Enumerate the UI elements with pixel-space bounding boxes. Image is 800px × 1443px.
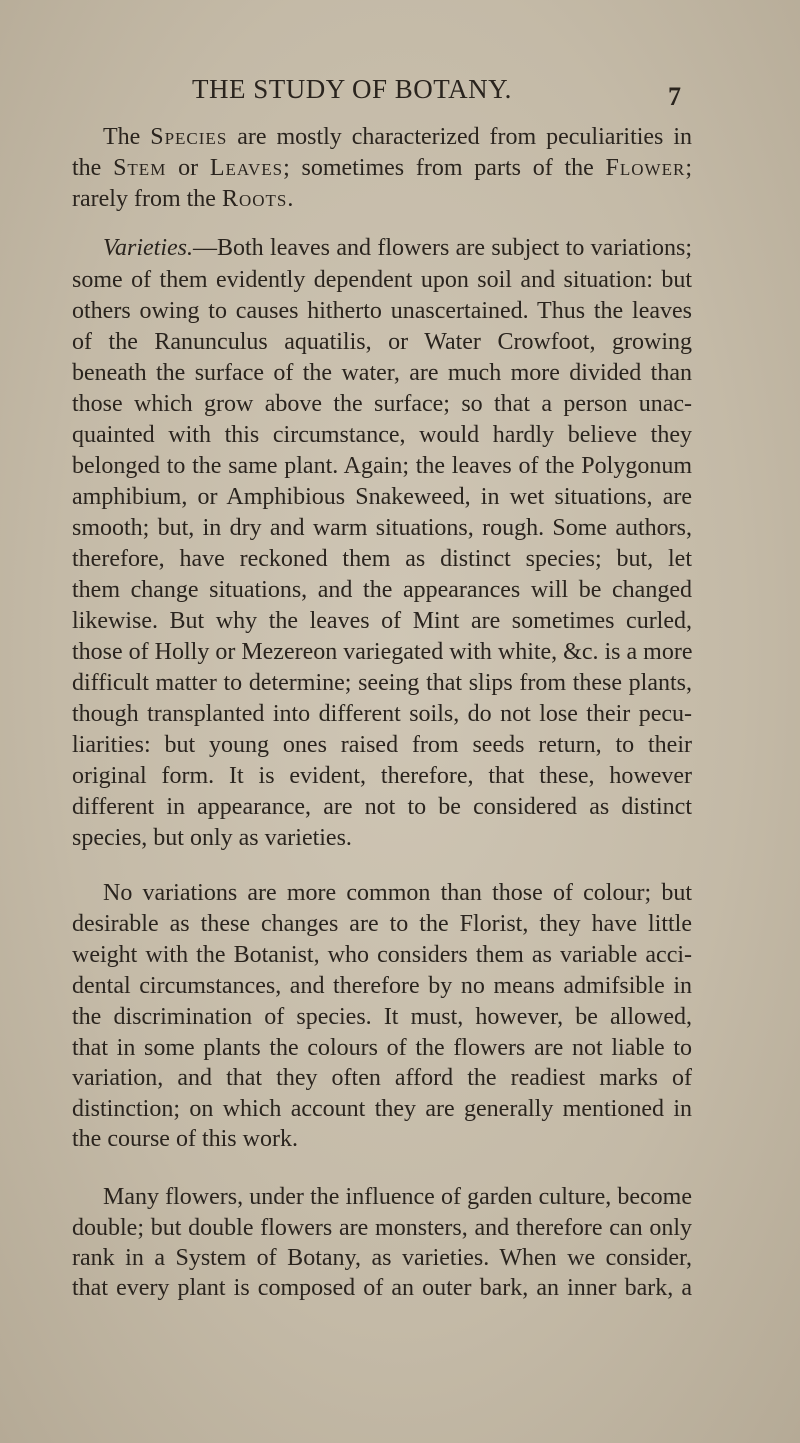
paragraph-2-line xyxy=(72,265,692,295)
text-run: of the Ranunculus aquatilis, or Water Crowfoot, growing xyxy=(72,329,692,355)
text-run: therefore, have reckoned them as distinct species; but, let xyxy=(72,546,692,572)
paragraph-2-line xyxy=(72,451,692,481)
text-run: different in appearance, are not to be considered as distinct xyxy=(72,794,692,820)
running-header xyxy=(0,74,800,111)
small-caps-term: Species xyxy=(150,124,228,150)
paragraph-1-line xyxy=(103,122,692,152)
paragraph-2-line xyxy=(72,544,692,574)
text-run: those which grow above the surface; so that a person unac- xyxy=(72,391,692,417)
text-run: rank in a System of Botany, as varieties. When we consider, xyxy=(72,1245,692,1271)
paragraph-2-line xyxy=(72,699,692,729)
paragraph-2-line xyxy=(72,730,692,760)
text-run: liarities: but young ones raised from seeds return, to their xyxy=(72,732,692,758)
paragraph-3-line xyxy=(72,909,692,939)
paragraph-1-line xyxy=(72,184,692,214)
small-caps-term: Leaves xyxy=(209,155,284,181)
paragraph-4-line xyxy=(72,1243,692,1273)
paragraph-2-line xyxy=(72,358,692,388)
paragraph-3-line xyxy=(72,1063,692,1093)
text-run: are mostly characterized from peculiarities in xyxy=(227,124,692,150)
text-run: though transplanted into different soils, do not lose their pecu- xyxy=(72,701,692,727)
paragraph-3-line xyxy=(72,971,692,1001)
small-caps-term: Stem xyxy=(113,155,167,181)
text-run: desirable as these changes are to the Florist, they have little xyxy=(72,911,692,937)
text-run: No variations are more common than those of colour; but xyxy=(103,880,692,906)
paragraph-2-line xyxy=(72,389,692,419)
paragraph-2-line xyxy=(72,823,692,853)
text-run: —Both leaves and flowers are subject to variations; xyxy=(193,235,692,261)
paragraph-3-line xyxy=(72,1094,692,1124)
paragraph-2-line xyxy=(72,792,692,822)
text-run: ; sometimes from parts of the xyxy=(283,155,606,181)
paragraph-3-line xyxy=(72,1002,692,1032)
text-run: that every plant is composed of an outer bark, an inner bark, a xyxy=(72,1275,692,1301)
paragraph-4-line xyxy=(72,1273,692,1303)
text-run: them change situations, and the appearances will be changed xyxy=(72,577,692,603)
text-run: distinction; on which account they are generally mentioned in xyxy=(72,1096,692,1122)
text-run: the xyxy=(72,155,114,181)
paragraph-3-line xyxy=(103,878,692,908)
text-run: beneath the surface of the water, are much more divided than xyxy=(72,360,692,386)
text-run: the discrimination of species. It must, however, be allowed, xyxy=(72,1004,692,1030)
text-run: others owing to causes hitherto unascertained. Thus the leaves xyxy=(72,298,692,324)
text-run: double; but double flowers are monsters, and therefore can only xyxy=(72,1215,692,1241)
text-run: belonged to the same plant. Again; the leaves of the Polygonum xyxy=(72,453,692,479)
running-title: THE STUDY OF BOTANY. xyxy=(192,74,512,104)
text-run: species, but only as varieties. xyxy=(72,825,352,851)
paragraph-1-line xyxy=(72,153,692,183)
paragraph-4-line xyxy=(103,1182,692,1212)
small-caps-term: Roots xyxy=(221,186,288,212)
text-run: difficult matter to determine; seeing that slips from these plants, xyxy=(72,670,692,696)
paragraph-2-line xyxy=(72,327,692,357)
paragraph-2-line xyxy=(72,482,692,512)
text-run: variation, and that they often afford the readiest marks of xyxy=(72,1065,692,1091)
paragraph-2-line xyxy=(72,761,692,791)
paragraph-3-line xyxy=(72,940,692,970)
text-run: dental circumstances, and therefore by no means admifsible in xyxy=(72,973,692,999)
text-run: The xyxy=(103,124,151,150)
paragraph-2-line xyxy=(72,420,692,450)
paragraph-2-line xyxy=(72,637,692,667)
page-number: 7 xyxy=(668,82,681,111)
paragraph-3-line xyxy=(72,1124,692,1154)
text-run: some of them evidently dependent upon soil and situation: but xyxy=(72,267,692,293)
text-run: . xyxy=(287,186,294,212)
paragraph-2-line xyxy=(72,575,692,605)
paragraph-2-line xyxy=(72,668,692,698)
paragraph-2-line xyxy=(72,296,692,326)
text-run: Many flowers, under the influence of garden culture, become xyxy=(103,1184,692,1210)
text-run: ; xyxy=(685,155,692,181)
text-run: that in some plants the colours of the flowers are not liable to xyxy=(72,1035,692,1061)
text-run: amphibium, or Amphibious Snakeweed, in wet situations, are xyxy=(72,484,692,510)
text-run: those of Holly or Mezereon variegated with white, &c. is a more xyxy=(72,639,693,665)
paragraph-3-line xyxy=(72,1033,692,1063)
small-caps-term: Flower xyxy=(605,155,686,181)
paragraph-4-line xyxy=(72,1213,692,1243)
italic-heading: Varieties. xyxy=(103,235,193,261)
text-run: rarely from the xyxy=(72,186,222,212)
text-run: smooth; but, in dry and warm situations, rough. Some authors, xyxy=(72,515,692,541)
paragraph-2-line xyxy=(103,233,692,263)
text-run: quainted with this circumstance, would hardly believe they xyxy=(72,422,692,448)
text-run: original form. It is evident, therefore, that these, however xyxy=(72,763,692,789)
text-run: weight with the Botanist, who considers them as variable acci- xyxy=(72,942,692,968)
paragraph-2-line xyxy=(72,513,692,543)
paragraph-2-line xyxy=(72,606,692,636)
text-run: or xyxy=(166,155,210,181)
text-run: likewise. But why the leaves of Mint are sometimes curled, xyxy=(72,608,692,634)
text-run: the course of this work. xyxy=(72,1126,298,1152)
